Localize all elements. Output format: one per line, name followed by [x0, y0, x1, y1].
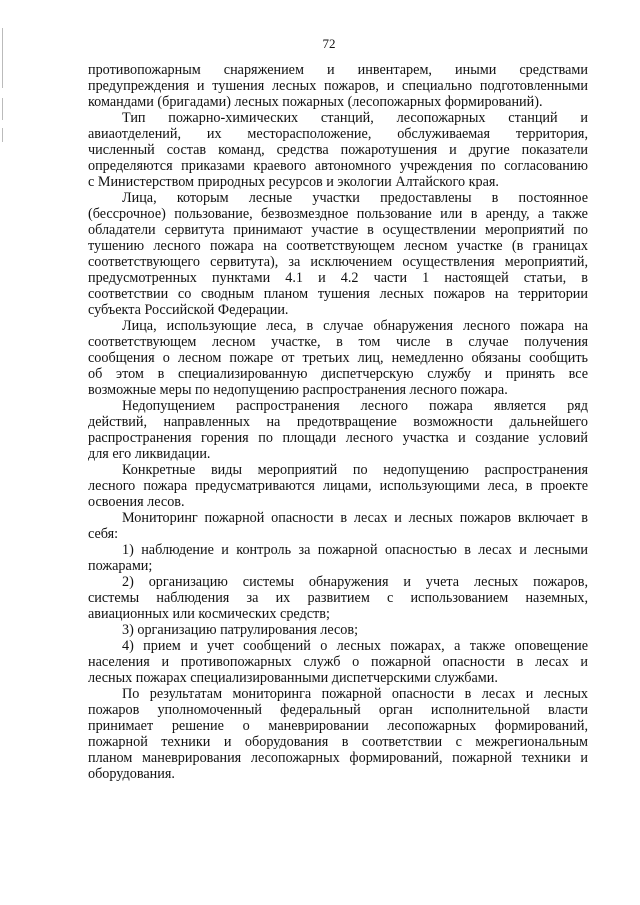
text-line: предусмотренных пунктами 4.1 и 4.2 части 1 настоящей статьи, в — [88, 270, 588, 286]
text-line: 4) прием и учет сообщений о лесных пожарах, а также оповещение — [122, 638, 588, 654]
text-line: пожарной техники и оборудования в соответствии с межрегиональным — [88, 734, 588, 750]
text-line: (бессрочное) пользование, безвозмездное пользование или в аренду, а также — [88, 206, 588, 222]
text-line: принимает решение о маневрировании лесопожарных формирований, — [88, 718, 588, 734]
text-line: Тип пожарно-химических станций, лесопожарных станций и — [122, 110, 588, 126]
text-line: 2) организацию системы обнаружения и учета лесных пожаров, — [122, 574, 588, 590]
text-line: об этом в специализированную диспетчерскую службу и принять все — [88, 366, 588, 382]
text-line: Конкретные виды мероприятий по недопущению распространения — [122, 462, 588, 478]
text-line: пожарами; — [88, 558, 153, 574]
text-line: противопожарным снаряжением и инвентарем, иными средствами — [88, 62, 588, 78]
text-line: Недопущением распространения лесного пожара является ряд — [122, 398, 588, 414]
text-line: соответствующего сервитута), за исключением осуществления мероприятий, — [88, 254, 588, 270]
scan-edge-mark — [2, 98, 3, 120]
text-line: населения и противопожарных служб о пожарной опасности в лесах и — [88, 654, 588, 670]
text-line: действий, направленных на предотвращение возможности дальнейшего — [88, 414, 588, 430]
text-line: предупреждения и тушения лесных пожаров, и специально подготовленными — [88, 78, 588, 94]
text-line: обладатели сервитута принимают участие в осуществлении мероприятий по — [88, 222, 588, 238]
text-line: 3) организацию патрулирования лесов; — [122, 622, 359, 638]
text-line: тушению лесного пожара на соответствующем лесном участке (в границах — [88, 238, 588, 254]
text-line: лесного пожара предусматриваются лицами, использующими леса, в проекте — [88, 478, 588, 494]
text-line: себя: — [88, 526, 119, 542]
text-line: субъекта Российской Федерации. — [88, 302, 289, 318]
text-line: командами (бригадами) лесных пожарных (лесопожарных формирований). — [88, 94, 543, 110]
text-line: Лица, которым лесные участки предоставлены в постоянное — [122, 190, 588, 206]
text-line: системы наблюдения за их развитием с использованием наземных, — [88, 590, 588, 606]
text-line: соответствующем лесном участке, в том числе в случае получения — [88, 334, 588, 350]
text-line: сообщения о лесном пожаре от третьих лиц, немедленно обязаны сообщить — [88, 350, 588, 366]
document-body — [88, 62, 588, 782]
text-line: оборудования. — [88, 766, 175, 782]
text-line: для его ликвидации. — [88, 446, 211, 462]
text-line: освоения лесов. — [88, 494, 185, 510]
text-line: авиационных или космических средств; — [88, 606, 330, 622]
page-number: 72 — [322, 36, 336, 51]
text-line: лесных пожарах специализированными диспетчерскими службами. — [88, 670, 498, 686]
text-line: По результатам мониторинга пожарной опасности в лесах и лесных — [122, 686, 588, 702]
text-line: планом маневрирования лесопожарных формирований, пожарной техники и — [88, 750, 588, 766]
text-line: распространения горения по площади лесного участка и создание условий — [88, 430, 588, 446]
text-line: Мониторинг пожарной опасности в лесах и лесных пожаров включает в — [122, 510, 588, 526]
text-line: Лица, использующие леса, в случае обнаружения лесного пожара на — [122, 318, 588, 334]
text-line: 1) наблюдение и контроль за пожарной опасностью в лесах и лесными — [122, 542, 588, 558]
scan-edge-mark — [2, 128, 3, 142]
text-line: пожаров уполномоченный федеральный орган исполнительной власти — [88, 702, 588, 718]
text-line: соответствии со сводным планом тушения лесных пожаров на территории — [88, 286, 588, 302]
text-line: возможные меры по недопущению распространения лесного пожара. — [88, 382, 508, 398]
text-line: авиаотделений, их месторасположение, обслуживаемая территория, — [88, 126, 588, 142]
text-line: численный состав команд, средства пожаротушения и другие показатели — [88, 142, 588, 158]
text-line: определяются приказами краевого автономного учреждения по согласованию — [88, 158, 588, 174]
text-line: с Министерством природных ресурсов и экологии Алтайского края. — [88, 174, 499, 190]
